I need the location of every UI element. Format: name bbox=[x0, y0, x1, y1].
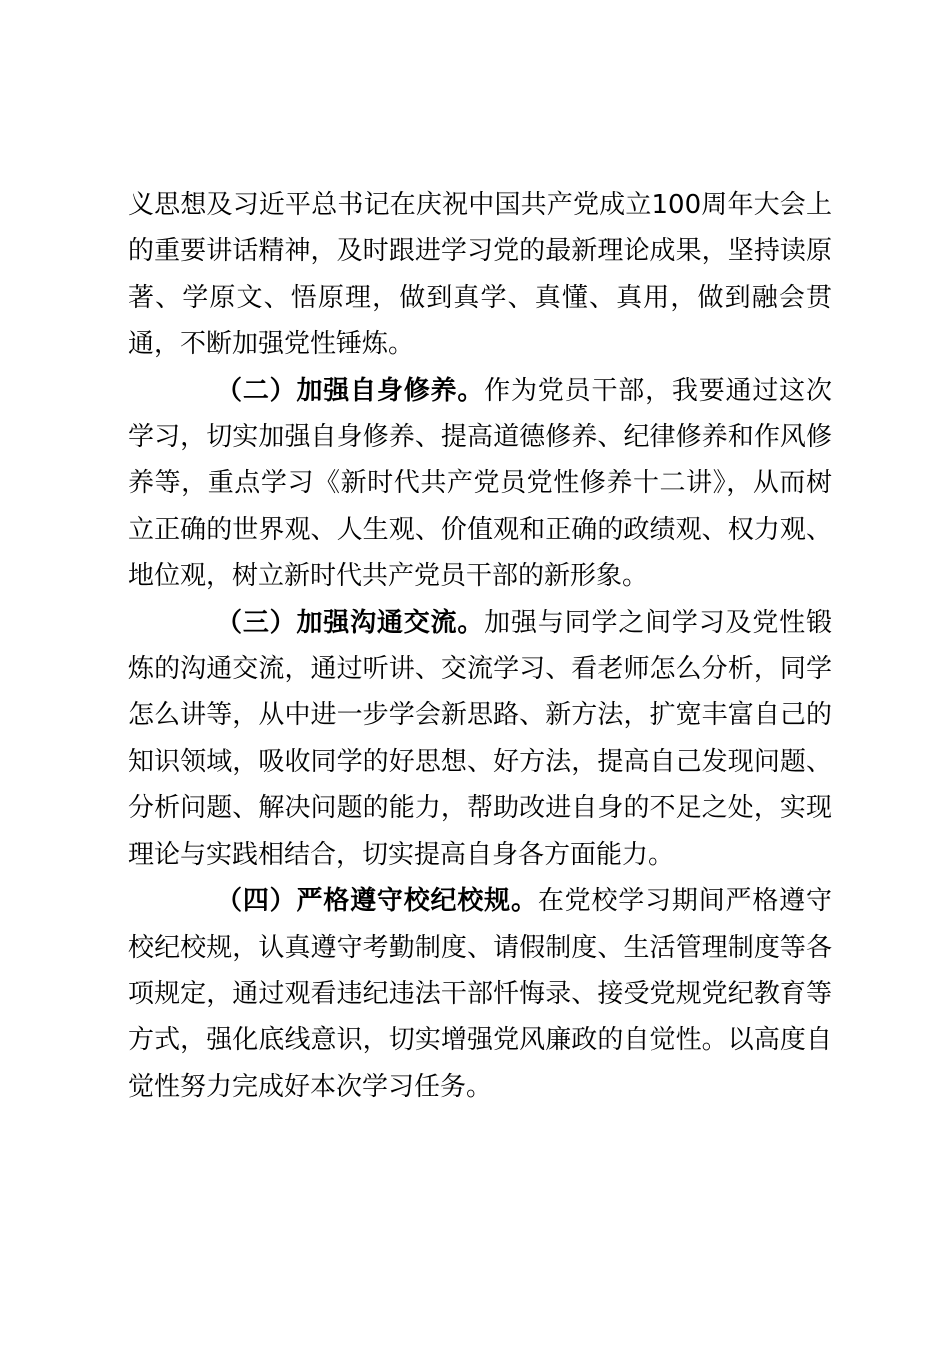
paragraph-continuation bbox=[128, 182, 832, 368]
document-page bbox=[128, 182, 832, 1110]
paragraph-2-body: 作为党员干部，我要通过这次学习，切实加强自身修养、提高道德修养、纪律修养和作风修养等，重点学习《新时代共产党员党性修养十二讲》，从而树立正确的世界观、人生观、价值观和正确的政绩观、权力观、地位观，树立新时代共产党员干部的新形象。 bbox=[128, 375, 832, 592]
paragraph-4-heading: （四）严格遵守校纪校规。 bbox=[216, 886, 538, 917]
paragraph-strengthen-self-cultivation bbox=[128, 368, 832, 600]
paragraph-4-body: 在党校学习期间严格遵守校纪校规，认真遵守考勤制度、请假制度、生活管理制度等各项规定，通过观看违纪违法干部忏悔录、接受党规党纪教育等方式，强化底线意识，切实增强党风廉政的自觉性。以高度自觉性努力完成好本次学习任务。 bbox=[128, 886, 832, 1102]
paragraph-3-body: 加强与同学之间学习及党性锻炼的沟通交流，通过听讲、交流学习、看老师怎么分析，同学怎么讲等，从中进一步学会新思路、新方法，扩宽丰富自己的知识领域，吸收同学的好思想、好方法，提高自己发现问题、分析问题、解决问题的能力，帮助改进自身的不足之处，实现理论与实践相结合，切实提高自身各方面能力。 bbox=[128, 607, 832, 870]
paragraph-3-heading: （三）加强沟通交流。 bbox=[216, 607, 485, 638]
paragraph-1-body: 义思想及习近平总书记在庆祝中国共产党成立100周年大会上的重要讲话精神，及时跟进学习党的最新理论成果，坚持读原著、学原文、悟原理，做到真学、真懂、真用，做到融会贯通，不断加强党性锤炼。 bbox=[128, 190, 832, 360]
paragraph-observe-school-rules bbox=[128, 878, 832, 1110]
paragraph-2-heading: （二）加强自身修养。 bbox=[216, 375, 485, 406]
paragraph-strengthen-communication bbox=[128, 600, 832, 878]
